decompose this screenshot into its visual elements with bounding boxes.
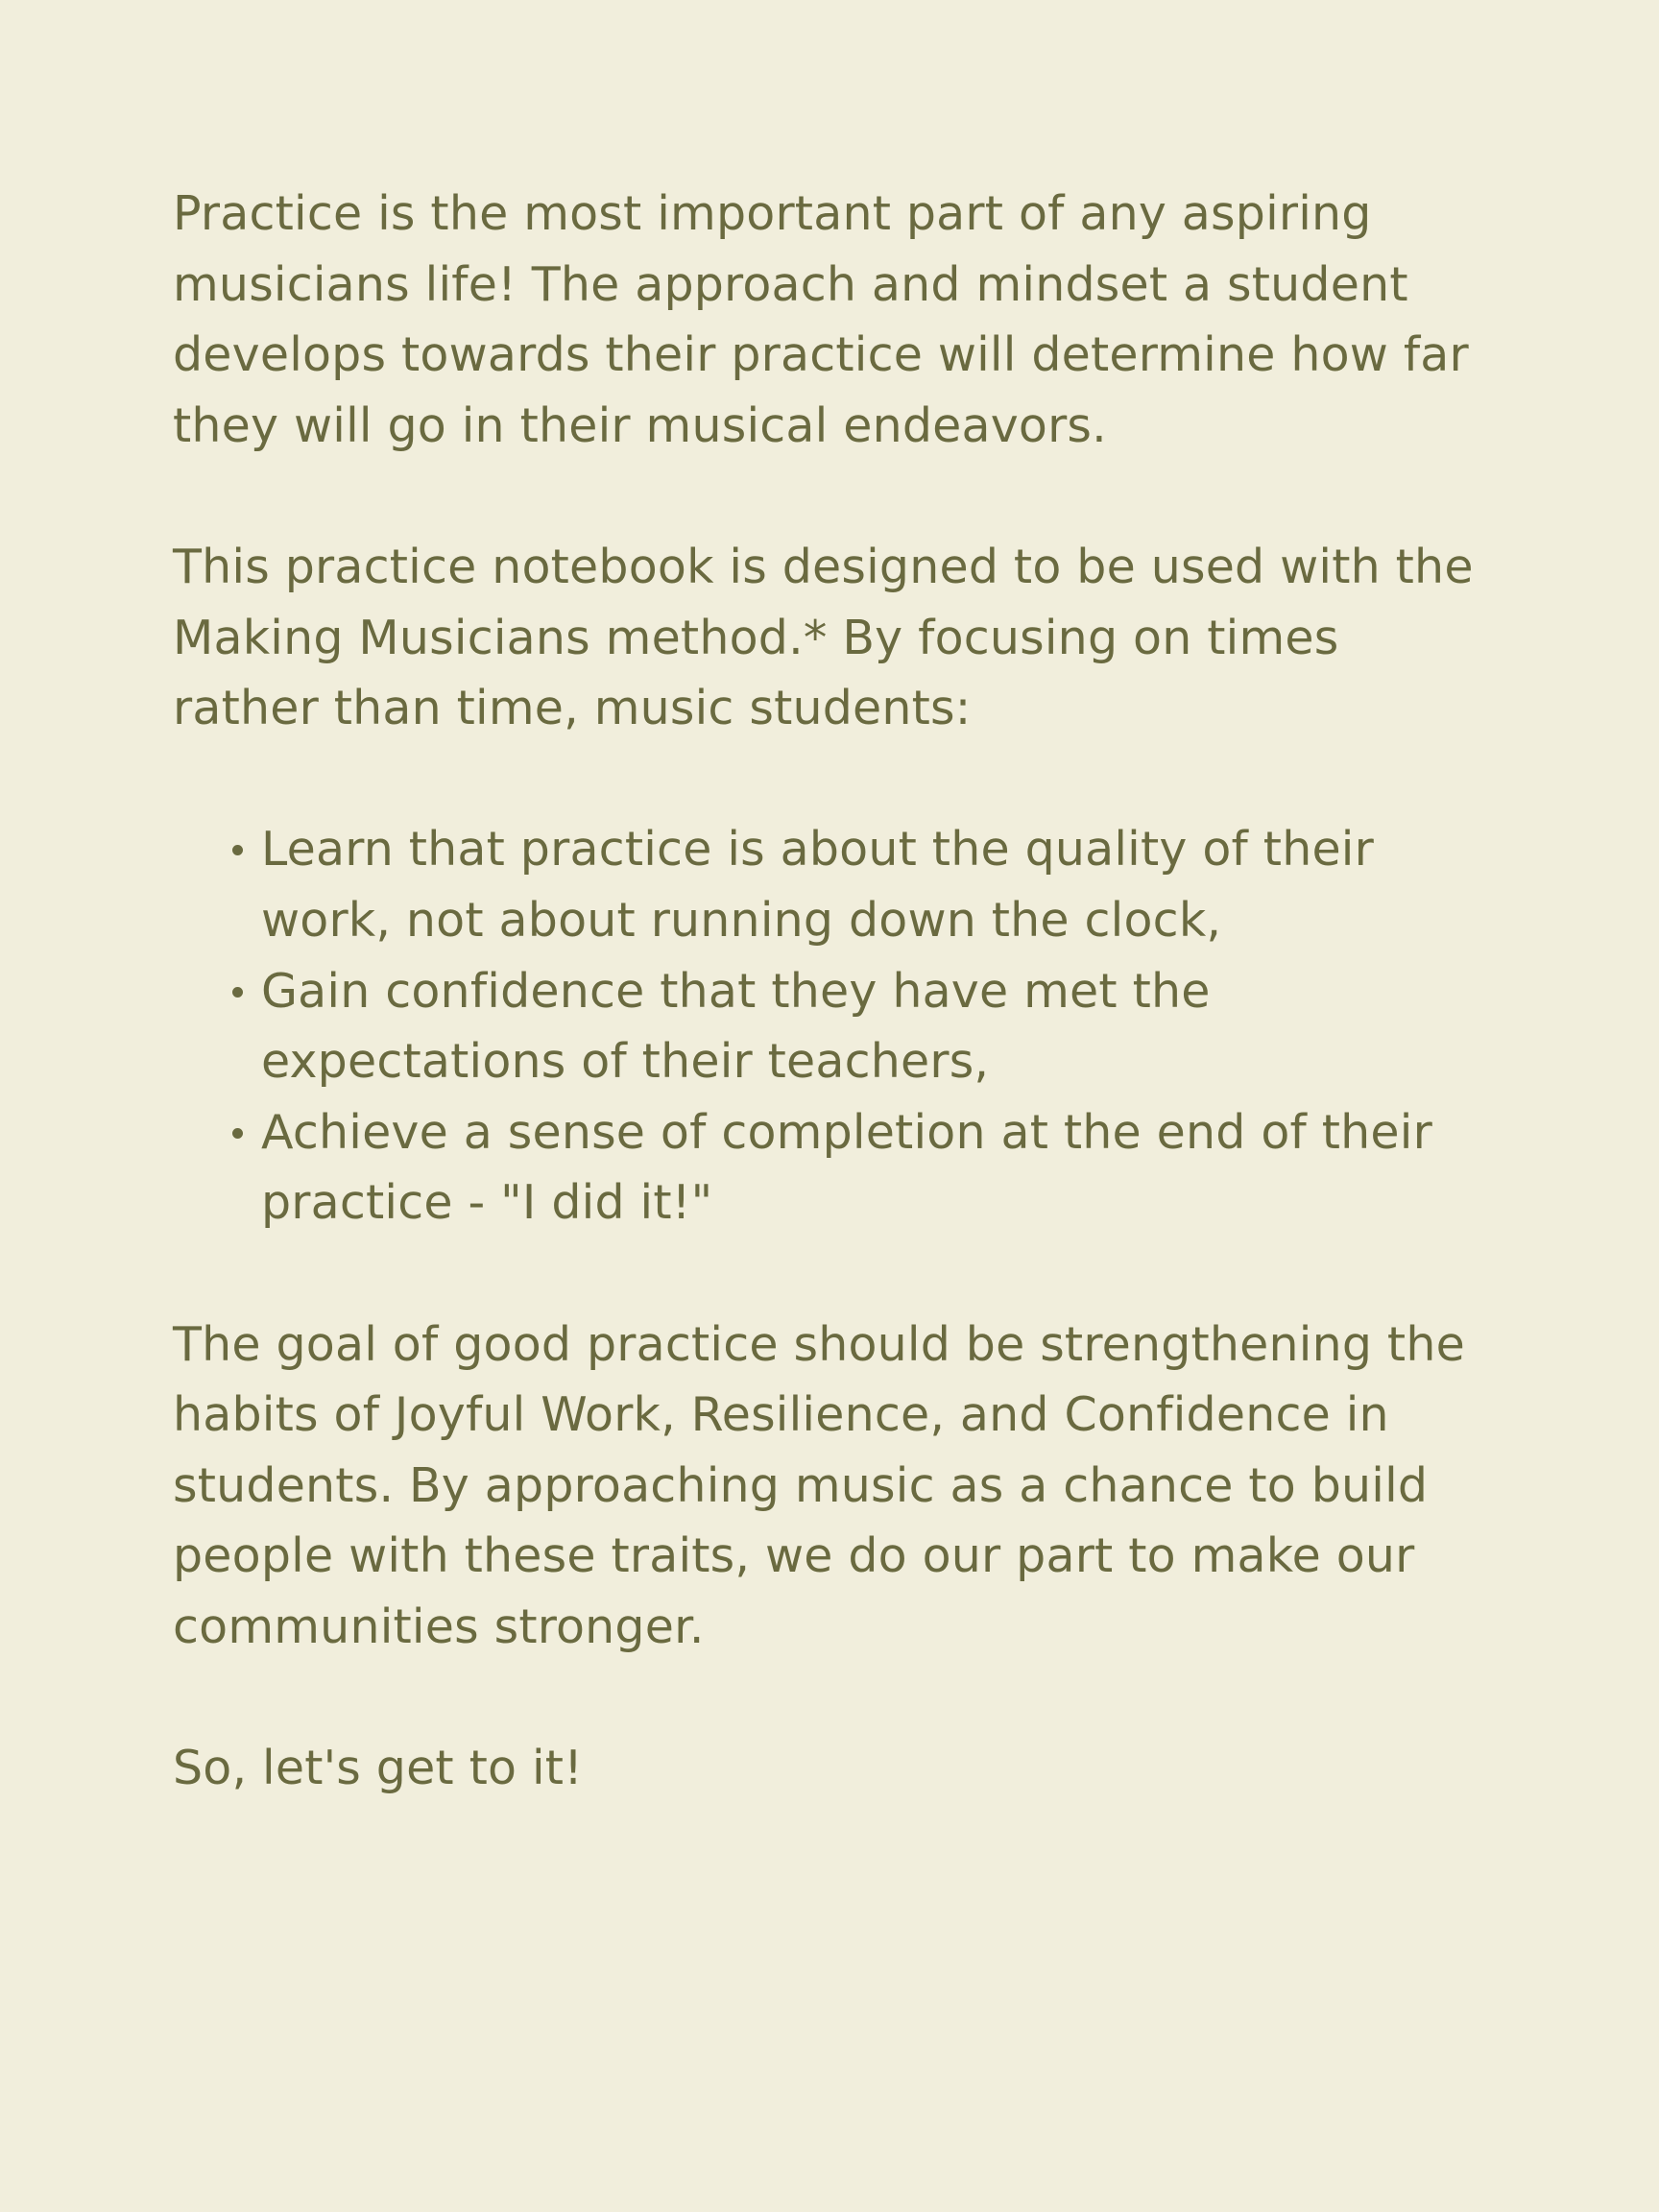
closing-line: So, let's get to it! (173, 1741, 584, 1796)
list-item-text: Gain confidence that they have met the expectations of their teachers, (261, 963, 1211, 1090)
bullet-icon (232, 845, 243, 855)
goal-paragraph: The goal of good practice should be strengthening the habits of Joyful Work, Resilience, and Confidence in students. By approaching music as a chance to build people with these traits, we do our part to make our communities stronger. (173, 1316, 1465, 1654)
body-text (173, 179, 1496, 1804)
intro-paragraph: Practice is the most important part of any aspiring musicians life! The approach and mindset a student develops towards their practice will determine how far they will go in their musical endeavors. (173, 186, 1469, 453)
notebook-paragraph: This practice notebook is designed to be used with the Making Musicians method.* By focusing on times rather than time, music students: (173, 539, 1474, 736)
list-item (261, 1097, 1496, 1238)
list-item-text: Learn that practice is about the quality of their work, not about running down the clock, (261, 822, 1374, 948)
benefits-list (173, 814, 1496, 1238)
list-item (261, 956, 1496, 1097)
bullet-icon (232, 987, 243, 998)
bullet-icon (232, 1128, 243, 1139)
list-item-text: Achieve a sense of completion at the end of their practice - "I did it!" (261, 1104, 1432, 1231)
list-item (261, 814, 1496, 955)
